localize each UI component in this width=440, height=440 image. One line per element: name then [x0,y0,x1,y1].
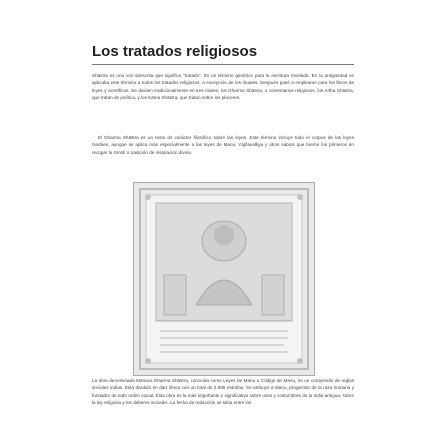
manuscript-illustration [133,182,315,376]
paragraph-1: Shāstra es una voz sánscrita que significa "tratado". Es un término genérico para la escritura revelada. En la antigüedad se aplicaba este término a todos los tratados religiosos, a excepción de los rituales. Después pasó a emplearse para los libros de leyes y científicos. Se dividen tradicionalmente en tres clases, los Dharma Shāstra, o comentarios religiosos, los Artha Shāstra, que tratan de política, y los Kāma Shāstra, que tratan sobre los placeres. [92,73,354,100]
section-title: Los tratados religiosos [92,43,258,60]
title-divider [92,64,354,65]
paragraph-3: La obra denominada Mānava Dharma Shāstra, conocida como Leyes de Manu o Código de Manu, es un compendio de reglas sociales indias. Está dividido en diez libros con un total de 2.685 estrofas. Se atribuye a Manu, progenitor de la raza humana y fundador de todo orden social. Esta obra es la más importante y significativa sobre usos y costumbres de la India antigua, sobre la ley religiosa y los deberes sociales. La fecha de redacción se sitúa entre los [92,378,354,405]
manuscript-image [134,183,314,375]
paragraph-2: El Dharma Shāstra es un texto de carácter filosófico sobre las leyes. Este término incluye todo el corpus de las leyes hindúes, aunque se aplica más especialmente a las leyes de Manu, Yājñavalkya y otros sabios que fueron los primeros en recoger la Smriti o tradición de inspiración divina. [92,135,354,155]
